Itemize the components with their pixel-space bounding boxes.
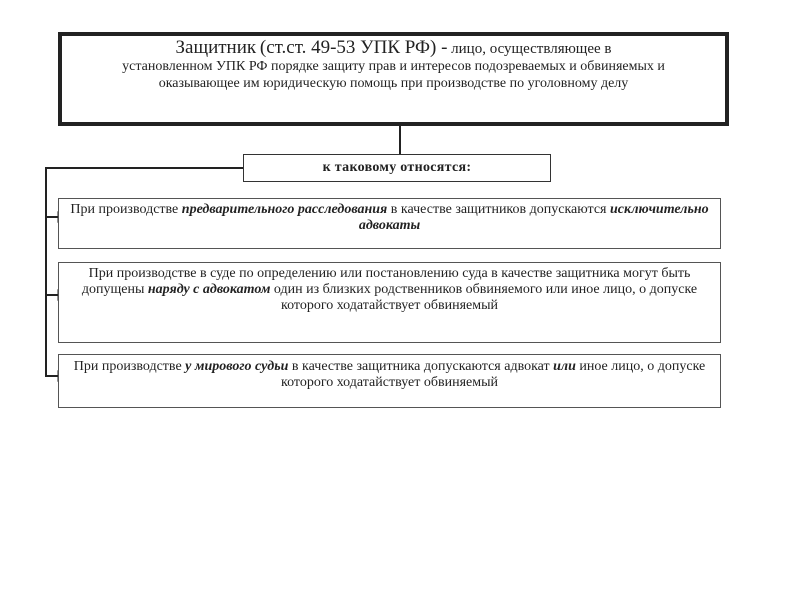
definition-box	[58, 32, 729, 126]
item-court-proceedings	[58, 262, 721, 343]
item-highlight: у мирового судьи	[185, 359, 289, 374]
definition-first-line	[81, 39, 706, 58]
item-highlight: или	[553, 359, 576, 374]
item-text: в качестве защитника допускаются адвокат	[288, 359, 554, 374]
item-text: иное лицо, о допуске которого ходатайствует обвиняемый	[280, 359, 706, 390]
item-preliminary-investigation	[58, 198, 721, 249]
definition-term: Защитник	[175, 37, 257, 58]
item-text: При производстве в суде по определению или постановлению суда в качестве защитника могут быть допущены	[81, 266, 691, 297]
item-magistrate-judge	[58, 354, 721, 408]
item-text: один из близких родственников обвиняемого или иное лицо, о допуске которого ходатайствует обвиняемый	[270, 282, 698, 313]
subheader-box	[243, 154, 551, 182]
item-highlight: исключительно адвокаты	[358, 202, 709, 233]
subheader-label: к таковому относятся:	[322, 160, 472, 175]
definition-rest: установленном УПК РФ порядке защиту прав и интересов подозреваемых и обвиняемых и оказывающее им юридическую помощь при производстве по уголовному делу	[122, 59, 665, 91]
definition-articles: (ст.ст. 49-53 УПК РФ) -	[259, 37, 448, 58]
item-text: При производстве	[70, 202, 182, 217]
item-text: При производстве	[73, 359, 186, 374]
item-highlight: наряду с адвокатом	[147, 282, 271, 297]
definition-line1-rest: лицо, осуществляющее в	[451, 41, 612, 57]
item-highlight: предварительного расследования	[181, 202, 388, 217]
item-text: в качестве защитников допускаются	[387, 202, 610, 217]
